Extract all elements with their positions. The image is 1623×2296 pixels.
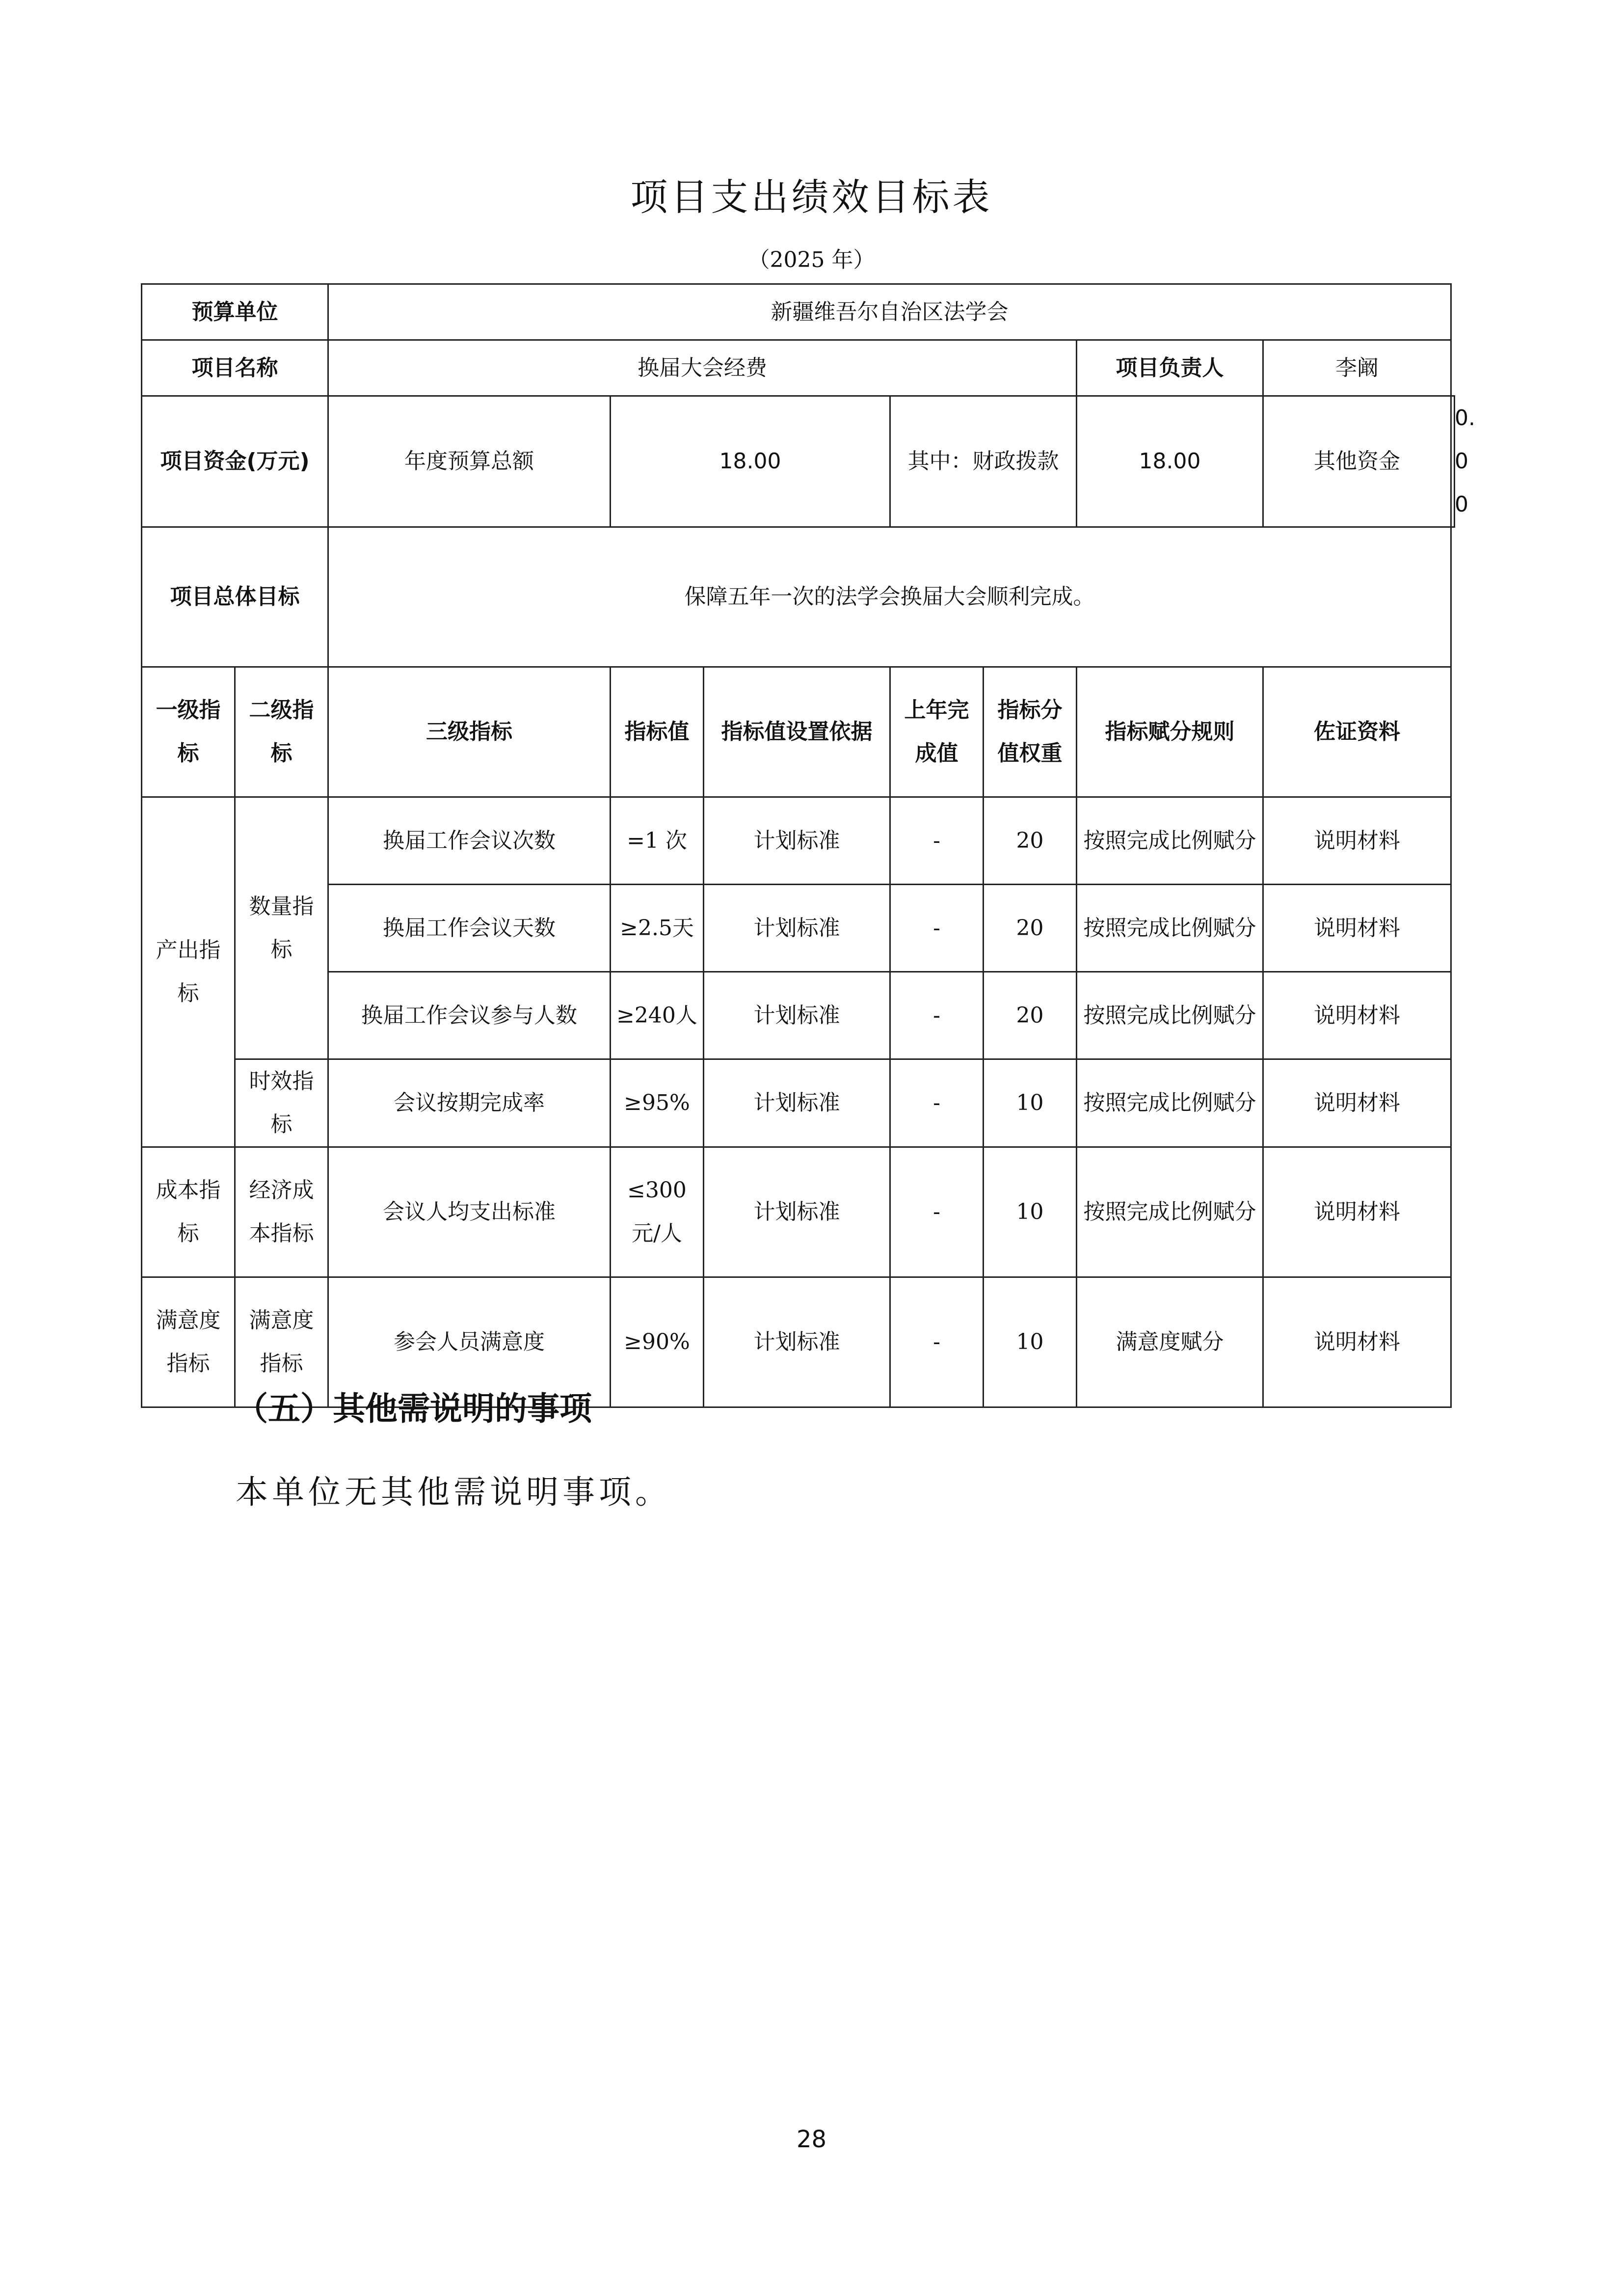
- project-name-value: 换届大会经费: [328, 340, 1077, 396]
- header-last-year: 上年完成值: [890, 667, 984, 797]
- row-rule: 满意度赋分: [1077, 1277, 1263, 1407]
- row-last: -: [890, 1147, 984, 1277]
- table-row: [142, 527, 1455, 667]
- row-evidence: 说明材料: [1263, 885, 1451, 972]
- other-funds-value: [1263, 396, 1451, 527]
- table-year: （2025 年）: [748, 247, 875, 272]
- table-row: [142, 1059, 1455, 1147]
- overall-goal-label: 项目总体目标: [142, 527, 328, 667]
- row-value: ≤300元/人: [611, 1147, 704, 1277]
- row-value: ≥95%: [611, 1059, 704, 1147]
- row-name: 会议人均支出标准: [328, 1147, 611, 1277]
- row-basis: 计划标准: [704, 797, 890, 885]
- row-rule: 按照完成比例赋分: [1077, 1059, 1263, 1147]
- row-last: -: [890, 1277, 984, 1407]
- section-heading: （五）其他需说明的事项: [236, 1390, 592, 1428]
- row-rule: 按照完成比例赋分: [1077, 885, 1263, 972]
- row-last: -: [890, 797, 984, 885]
- header-weight: 指标分值权重: [984, 667, 1077, 797]
- project-leader-value: 李阚: [1263, 340, 1451, 396]
- row-weight: 10: [984, 1147, 1077, 1277]
- table-row: [142, 1147, 1455, 1277]
- table-row: [142, 797, 1455, 885]
- header-rule: 指标赋分规则: [1077, 667, 1263, 797]
- group-timeliness: 时效指标: [235, 1059, 328, 1147]
- performance-target-table: [141, 283, 1476, 1408]
- table-row: [142, 396, 1455, 527]
- project-name-label: 项目名称: [142, 340, 328, 396]
- group-economic-cost: 经济成本指标: [235, 1147, 328, 1277]
- header-level2: 二级指标: [235, 667, 328, 797]
- row-name: 换届工作会议天数: [328, 885, 611, 972]
- row-value: ≥2.5天: [611, 885, 704, 972]
- row-basis: 计划标准: [704, 885, 890, 972]
- row-rule: 按照完成比例赋分: [1077, 1147, 1263, 1277]
- annual-budget-value: 18.00: [611, 396, 890, 527]
- other-funds-amount: 0.00: [1451, 396, 1455, 527]
- row-name: 换届工作会议参与人数: [328, 972, 611, 1059]
- project-fund-label: 项目资金(万元): [142, 396, 328, 527]
- row-last: -: [890, 972, 984, 1059]
- table-row: [142, 284, 1455, 340]
- row-weight: 20: [984, 797, 1077, 885]
- row-name: 换届工作会议次数: [328, 797, 611, 885]
- row-rule: 按照完成比例赋分: [1077, 797, 1263, 885]
- row-basis: 计划标准: [704, 1277, 890, 1407]
- row-evidence: 说明材料: [1263, 1059, 1451, 1147]
- group-quantity: 数量指标: [235, 797, 328, 1059]
- fiscal-allocation-value: 18.00: [1077, 396, 1263, 527]
- row-basis: 计划标准: [704, 972, 890, 1059]
- header-basis: 指标值设置依据: [704, 667, 890, 797]
- row-value: =1 次: [611, 797, 704, 885]
- row-rule: 按照完成比例赋分: [1077, 972, 1263, 1059]
- overall-goal-value: 保障五年一次的法学会换届大会顺利完成。: [328, 527, 1451, 667]
- row-value: ≥240人: [611, 972, 704, 1059]
- project-leader-label: 项目负责人: [1077, 340, 1263, 396]
- table-header-row: [142, 667, 1455, 797]
- other-funds-label: 其他资金: [1314, 449, 1401, 474]
- unit-label: 预算单位: [142, 284, 328, 340]
- row-last: -: [890, 885, 984, 972]
- page-number: 28: [796, 2126, 827, 2153]
- header-value: 指标值: [611, 667, 704, 797]
- row-weight: 10: [984, 1277, 1077, 1407]
- table-row: [142, 885, 1455, 972]
- header-level1: 一级指标: [142, 667, 235, 797]
- row-name: 会议按期完成率: [328, 1059, 611, 1147]
- table-row: [142, 340, 1455, 396]
- table-row: [142, 972, 1455, 1059]
- unit-value: 新疆维吾尔自治区法学会: [328, 284, 1451, 340]
- row-value: ≥90%: [611, 1277, 704, 1407]
- row-basis: 计划标准: [704, 1147, 890, 1277]
- group-satisfaction: 满意度指标: [142, 1277, 235, 1407]
- group-cost: 成本指标: [142, 1147, 235, 1277]
- annual-budget-label: 年度预算总额: [328, 396, 611, 527]
- header-level3: 三级指标: [328, 667, 611, 797]
- group-satisfaction-sub: 满意度指标: [235, 1277, 328, 1407]
- row-weight: 10: [984, 1059, 1077, 1147]
- row-evidence: 说明材料: [1263, 1277, 1451, 1407]
- row-evidence: 说明材料: [1263, 972, 1451, 1059]
- header-evidence: 佐证资料: [1263, 667, 1451, 797]
- section-paragraph: 本单位无其他需说明事项。: [236, 1473, 671, 1511]
- row-basis: 计划标准: [704, 1059, 890, 1147]
- row-last: -: [890, 1059, 984, 1147]
- fiscal-allocation-label: 其中：财政拨款: [890, 396, 1077, 527]
- row-name: 参会人员满意度: [328, 1277, 611, 1407]
- row-evidence: 说明材料: [1263, 797, 1451, 885]
- page-title: 项目支出绩效目标表: [630, 175, 993, 219]
- row-evidence: 说明材料: [1263, 1147, 1451, 1277]
- row-weight: 20: [984, 885, 1077, 972]
- group-output: 产出指标: [142, 797, 235, 1147]
- row-weight: 20: [984, 972, 1077, 1059]
